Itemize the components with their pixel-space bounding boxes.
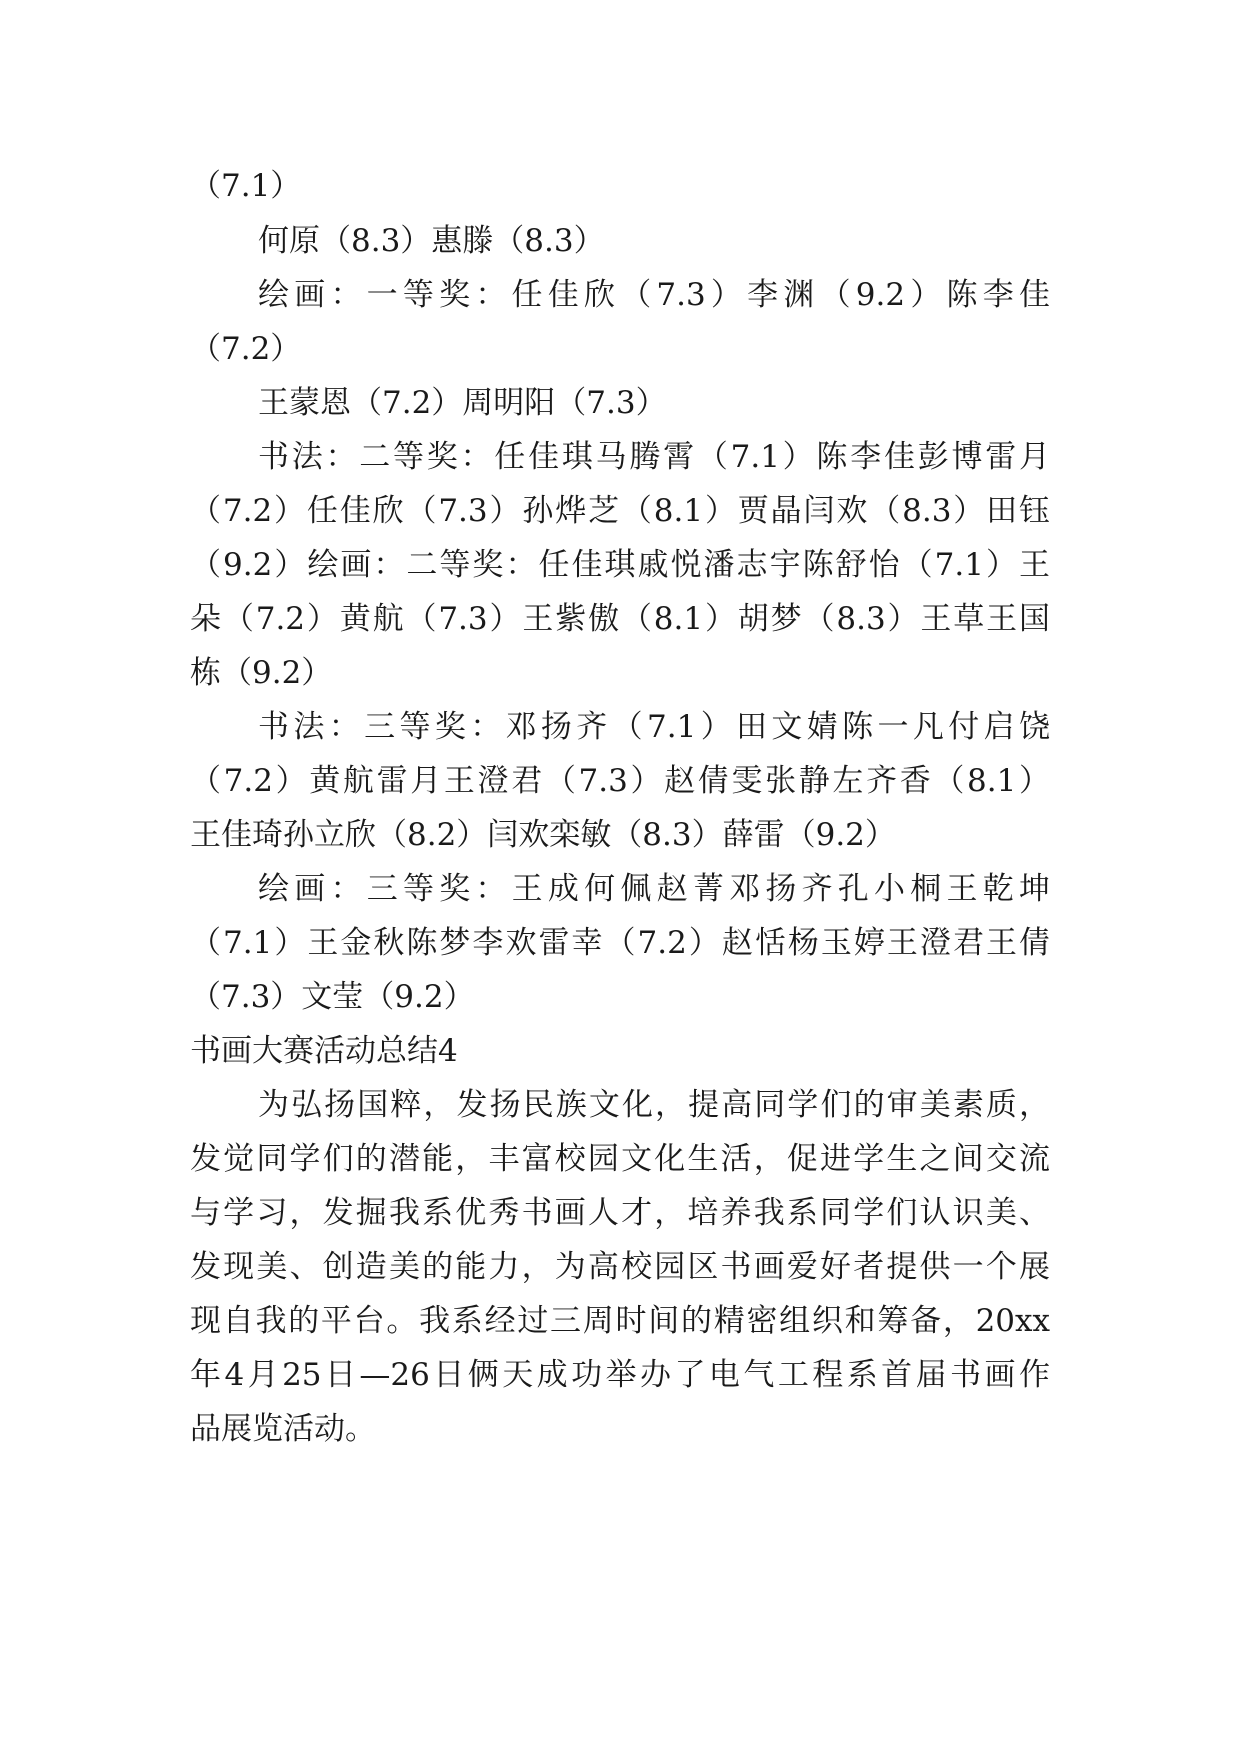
paragraph-line: 现自我的平台。我系经过三周时间的精密组织和筹备，20xx (190, 1303, 1050, 1339)
paragraph-line: 发现美、创造美的能力，为高校园区书画爱好者提供一个展 (190, 1249, 1050, 1285)
text-line: （9.2）绘画：二等奖：任佳琪戚悦潘志宇陈舒怡（7.1）王 (190, 547, 1050, 583)
paragraph-line: 为弘扬国粹，发扬民族文化，提高同学们的审美素质， (258, 1087, 1050, 1123)
text-line: 绘画：一等奖：任佳欣（7.3）李渊（9.2）陈李佳 (258, 277, 1050, 313)
text-line: 王蒙恩（7.2）周明阳（7.3） (258, 385, 667, 421)
text-line: 王佳琦孙立欣（8.2）闫欢栾敏（8.3）薛雷（9.2） (190, 817, 896, 853)
section-heading: 书画大赛活动总结4 (190, 1033, 458, 1069)
paragraph-line: 发觉同学们的潜能，丰富校园文化生活，促进学生之间交流 (190, 1141, 1050, 1177)
text-line: （7.2）黄航雷月王澄君（7.3）赵倩雯张静左齐香（8.1） (190, 763, 1050, 799)
text-line: 朵（7.2）黄航（7.3）王紫傲（8.1）胡梦（8.3）王草王国 (190, 601, 1050, 637)
text-line: 何原（8.3）惠滕（8.3） (258, 223, 605, 259)
paragraph-line: 品展览活动。 (190, 1411, 376, 1447)
text-line: 绘画：三等奖：王成何佩赵菁邓扬齐孔小桐王乾坤 (258, 871, 1050, 907)
text-line: （7.2）任佳欣（7.3）孙烨芝（8.1）贾晶闫欢（8.3）田钰 (190, 493, 1050, 529)
text-line: （7.2） (190, 331, 302, 367)
paragraph-line: 与学习，发掘我系优秀书画人才，培养我系同学们认识美、 (190, 1195, 1050, 1231)
paragraph-line: 年4月25日—26日俩天成功举办了电气工程系首届书画作 (190, 1357, 1050, 1393)
text-line: （7.1）王金秋陈梦李欢雷幸（7.2）赵恬杨玉婷王澄君王倩 (190, 925, 1050, 961)
text-line: 栋（9.2） (190, 655, 333, 691)
text-line: （7.3）文莹（9.2） (190, 979, 475, 1015)
text-line: （7.1） (190, 168, 302, 204)
text-line: 书法：三等奖：邓扬齐（7.1）田文婧陈一凡付启饶 (258, 709, 1050, 745)
text-line: 书法：二等奖：任佳琪马腾霄（7.1）陈李佳彭博雷月 (258, 439, 1050, 475)
